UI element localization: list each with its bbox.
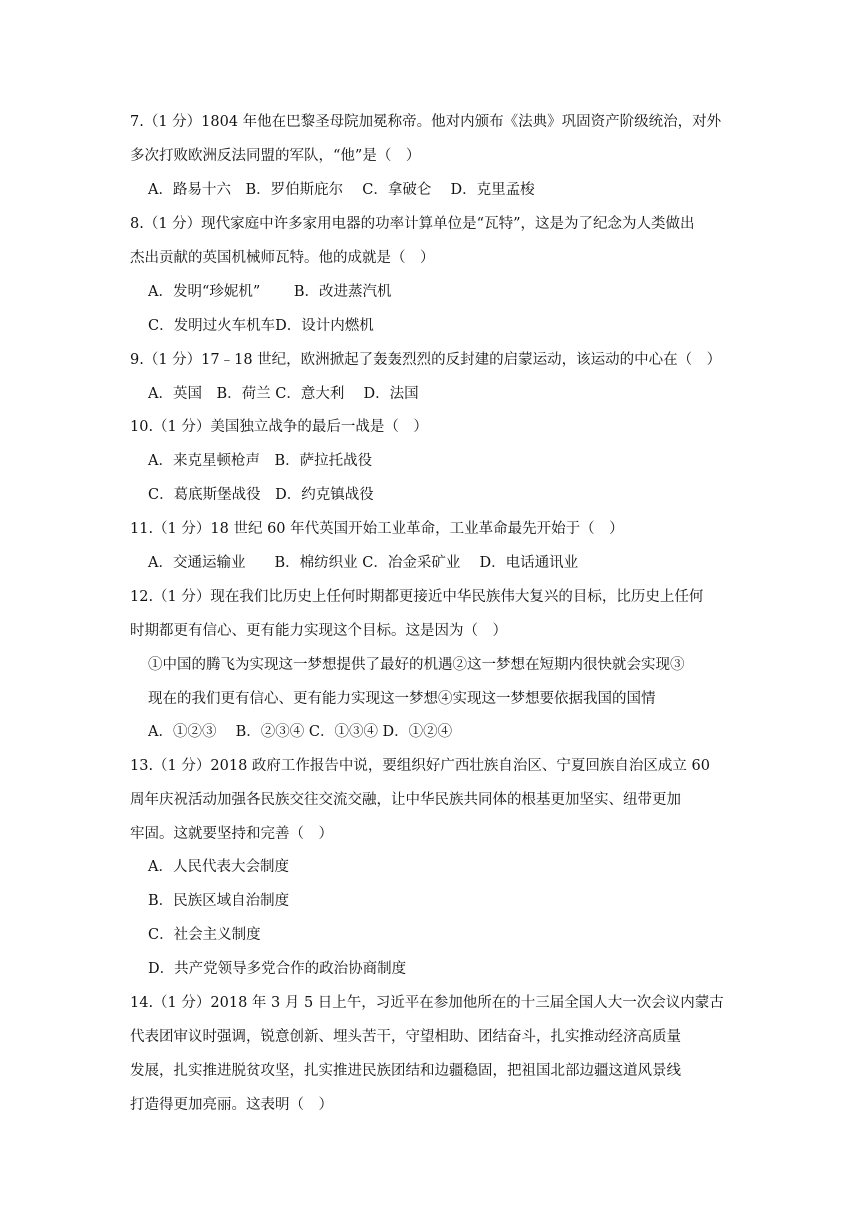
question-14-line-2: 代表团审议时强调，锐意创新、埋头苦干，守望相助、团结奋斗，扎实推动经济高质量 [130,1029,681,1045]
question-9-line-1: 9.（1 分）17﹣18 世纪，欧洲掀起了轰轰烈烈的反封建的启蒙运动，该运动的中心在（ ） [130,352,722,368]
question-13-line-2: 周年庆祝活动加强各民族交往交流交融，让中华民族共同体的根基更加坚实、纽带更加 [130,792,681,808]
question-9-options: A．英国 B．荷兰 C．意大利 D．法国 [148,386,419,402]
question-11-line-1: 11.（1 分）18 世纪 60 年代英国开始工业革命，工业革命最先开始于（ ） [130,521,624,537]
question-10-line-1: 10.（1 分）美国独立战争的最后一战是（ ） [130,419,428,435]
question-13-option-a: A．人民代表大会制度 [148,859,289,875]
question-7-options: A．路易十六 B．罗伯斯庇尔 C．拿破仑 D．克里孟梭 [148,182,535,198]
question-10-options-row-1: A．来克星顿枪声 B．萨拉托战役 [148,453,373,469]
question-13-line-1: 13.（1 分）2018 政府工作报告中说，要组织好广西壮族自治区、宁夏回族自治区成立 60 [130,758,710,774]
question-10-options-row-2: C．葛底斯堡战役 D．约克镇战役 [148,487,374,503]
question-14-line-3: 发展，扎实推进脱贫攻坚，扎实推进民族团结和边疆稳固，把祖国北部边疆这道风景线 [130,1063,681,1079]
question-13-option-c: C．社会主义制度 [148,927,261,943]
question-7-line-1: 7.（1 分）1804 年他在巴黎圣母院加冕称帝。他对内颁布《法典》巩固资产阶级统治，对外 [130,114,722,130]
question-8-options-row-2: C．发明过火车机车D．设计内燃机 [148,318,374,334]
question-12-statements-line-1: ①中国的腾飞为实现这一梦想提供了最好的机遇②这一梦想在短期内很快就会实现③ [148,657,685,673]
question-12-line-2: 时期都更有信心、更有能力实现这个目标。这是因为（ ） [130,623,507,639]
question-7-line-2: 多次打败欧洲反法同盟的军队，“他”是（ ） [130,148,421,164]
question-13-line-3: 牢固。这就要坚持和完善（ ） [130,826,333,842]
question-12-statements-line-2: 现在的我们更有信心、更有能力实现这一梦想④实现这一梦想要依据我国的国情 [148,691,656,707]
question-8-line-1: 8.（1 分）现代家庭中许多家用电器的功率计算单位是“瓦特”，这是为了纪念为人类做出 [130,216,695,232]
question-14-line-1: 14.（1 分）2018 年 3 月 5 日上午，习近平在参加他所在的十三届全国人大一次会议内蒙古 [130,995,724,1011]
question-13-option-b: B．民族区域自治制度 [148,893,290,909]
question-13-option-d: D．共产党领导多党合作的政治协商制度 [148,961,407,977]
question-11-options: A．交通运输业 B．棉纺织业 C．冶金采矿业 D．电话通讯业 [148,555,579,571]
question-8-options-row-1: A．发明“珍妮机” B．改进蒸汽机 [148,284,392,300]
question-14-line-4: 打造得更加亮丽。这表明（ ） [130,1097,333,1113]
question-8-line-2: 杰出贡献的英国机械师瓦特。他的成就是（ ） [130,250,435,266]
question-12-line-1: 12.（1 分）现在我们比历史上任何时期都更接近中华民族伟大复兴的目标，比历史上任何 [130,589,704,605]
question-12-options: A．①②③ B．②③④ C．①③④ D．①②④ [148,724,453,740]
